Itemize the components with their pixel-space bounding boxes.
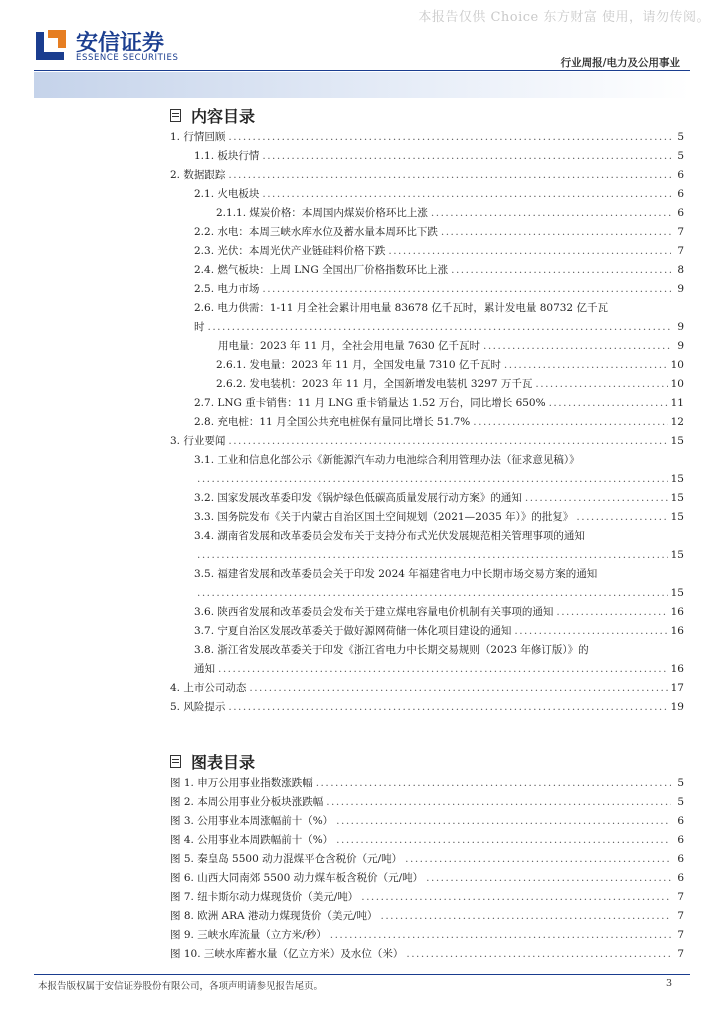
toc-page-number: 6: [677, 853, 684, 865]
brand-name-en: ESSENCE SECURITIES: [76, 53, 179, 63]
toc-page-number: 6: [677, 169, 684, 181]
toc-entry[interactable]: [170, 185, 684, 204]
toc-entry-text: 4. 上市公司动态: [170, 682, 247, 694]
toc-leader-dots: [406, 945, 671, 964]
toc-entry[interactable]: [170, 926, 684, 945]
toc-leader-dots: [426, 869, 671, 888]
toc-leader-dots: [535, 375, 667, 394]
toc-entry[interactable]: [170, 774, 684, 793]
toc-entry[interactable]: [170, 679, 684, 698]
toc-entry-text: 2.6.2. 发电装机：2023 年 11 月，全国新增发电装机 3297 万千瓦: [216, 378, 533, 390]
toc-entry[interactable]: [170, 584, 684, 603]
toc-leader-dots: [431, 204, 671, 223]
figures-heading: [170, 750, 255, 773]
toc-entry-text: 1.1. 板块行情: [194, 150, 260, 162]
toc-entry[interactable]: [170, 698, 684, 717]
toc-entry-text: 2.7. LNG 重卡销售：11 月 LNG 重卡销量达 1.52 万台，同比增长 650%: [194, 397, 546, 409]
toc-leader-dots: [262, 147, 671, 166]
toc-entry[interactable]: [170, 470, 684, 489]
document-icon: [170, 109, 181, 122]
toc-entry-text: 3.5. 福建省发展和改革委员会关于印发 2024 年福建省电力中长期市场交易方案的通知: [194, 568, 598, 580]
figures-list: [170, 774, 684, 964]
toc-page-number: 7: [677, 226, 684, 238]
toc-entry[interactable]: [170, 850, 684, 869]
toc-page-number: 10: [670, 378, 684, 390]
header-band: [34, 72, 690, 98]
toc-page-number: 7: [677, 910, 684, 922]
toc-entry-text: 图 1. 申万公用事业指数涨跌幅: [170, 777, 313, 789]
toc-entry[interactable]: [170, 660, 684, 679]
toc-entry-text: 5. 风险提示: [170, 701, 226, 713]
toc-entry-text: 3. 行业要闻: [170, 435, 226, 447]
toc-leader-dots: [336, 831, 671, 850]
toc-leader-dots: [316, 774, 671, 793]
toc-page-number: 15: [670, 511, 684, 523]
toc-leader-dots: [451, 261, 671, 280]
toc-page-number: 12: [670, 416, 684, 428]
toc-leader-dots: [197, 470, 668, 489]
toc-leader-dots: [326, 793, 671, 812]
toc-page-number: 9: [677, 283, 684, 295]
toc-page-number: 5: [677, 131, 684, 143]
toc-page-number: 6: [677, 188, 684, 200]
toc-entry[interactable]: [170, 641, 684, 660]
toc-entry-text: 1. 行情回顾: [170, 131, 226, 143]
toc-entry-text: 2.8. 充电桩：11 月全国公共充电桩保有量同比增长 51.7%: [194, 416, 471, 428]
toc-entry-text: 图 9. 三峡水库流量（立方米/秒）: [170, 929, 327, 941]
toc-entry-text: 2.4. 燃气板块：上周 LNG 全国出厂价格指数环比上涨: [194, 264, 449, 276]
toc-page-number: 16: [670, 606, 684, 618]
toc-entry-text: 通知: [194, 663, 215, 675]
toc-entry-text: 时: [194, 321, 205, 333]
toc-page-number: 7: [677, 891, 684, 903]
toc-leader-dots: [218, 660, 668, 679]
toc-page-number: 11: [670, 397, 684, 409]
toc-leader-dots: [473, 413, 667, 432]
toc-leader-dots: [262, 280, 671, 299]
toc-page-number: 5: [677, 796, 684, 808]
toc-entry[interactable]: [170, 166, 684, 185]
toc-entry-text: 3.1. 工业和信息化部公示《新能源汽车动力电池综合利用管理办法（征求意见稿）》: [194, 454, 580, 466]
toc-entry[interactable]: [170, 489, 684, 508]
toc-entry[interactable]: [170, 432, 684, 451]
toc-leader-dots: [228, 166, 671, 185]
toc-entry[interactable]: [170, 204, 684, 223]
toc-entry-text: 2.6. 电力供需：1-11 月全社会累计用电量 83678 亿千瓦时，累计发电量 80732 亿千瓦: [194, 302, 608, 314]
toc-page-number: 15: [670, 549, 684, 561]
page-number: 3: [665, 978, 672, 989]
toc-page-number: 5: [677, 150, 684, 162]
toc-leader-dots: [228, 128, 671, 147]
footer-divider: [34, 974, 690, 975]
toc-leader-dots: [249, 679, 667, 698]
toc-page-number: 16: [670, 625, 684, 637]
toc-page-number: 15: [670, 435, 684, 447]
document-icon: [170, 755, 181, 768]
toc-page-number: 9: [677, 321, 684, 333]
toc-entry[interactable]: [170, 565, 684, 584]
toc-leader-dots: [576, 508, 667, 527]
toc-page-number: 6: [677, 207, 684, 219]
toc-page-number: 10: [670, 359, 684, 371]
toc-page-number: 6: [677, 834, 684, 846]
toc-entry-text: 图 7. 纽卡斯尔动力煤现货价（美元/吨）: [170, 891, 359, 903]
toc-entry-text: 图 2. 本周公用事业分板块涨跌幅: [170, 796, 324, 808]
toc-entry[interactable]: [170, 223, 684, 242]
toc-entry-text: 3.8. 浙江省发展改革委关于印发《浙江省电力中长期交易规则（2023 年修订版）》的: [194, 644, 589, 656]
toc-leader-dots: [388, 242, 671, 261]
contents-list: [170, 128, 684, 717]
toc-page-number: 9: [677, 340, 684, 352]
toc-entry[interactable]: [170, 242, 684, 261]
report-category: 行业周报/电力及公用事业: [560, 57, 680, 69]
toc-leader-dots: [361, 888, 671, 907]
toc-leader-dots: [525, 489, 668, 508]
toc-entry[interactable]: [170, 831, 684, 850]
toc-entry[interactable]: [170, 413, 684, 432]
toc-entry[interactable]: [170, 261, 684, 280]
toc-page-number: 5: [677, 777, 684, 789]
toc-leader-dots: [380, 907, 671, 926]
toc-entry[interactable]: [170, 280, 684, 299]
header-divider: [34, 70, 690, 71]
toc-page-number: 19: [670, 701, 684, 713]
toc-entry[interactable]: [170, 622, 684, 641]
brand-logo-icon: [34, 28, 68, 62]
toc-entry-text: 图 10. 三峡水库蓄水量（亿立方米）及水位（米）: [170, 948, 404, 960]
brand-name-cn: 安信证券: [76, 31, 165, 56]
toc-entry-text: 2.2. 水电：本周三峡水库水位及蓄水量本周环比下跌: [194, 226, 438, 238]
footer-disclaimer: 本报告版权属于安信证券股份有限公司，各项声明请参见报告尾页。: [38, 981, 324, 992]
watermark: 本报告仅供 Choice 东方财富 使用，请勿传阅。: [418, 10, 710, 25]
toc-leader-dots: [197, 546, 668, 565]
toc-page-number: 15: [670, 473, 684, 485]
toc-leader-dots: [483, 337, 671, 356]
toc-entry-text: 3.2. 国家发展改革委印发《锅炉绿色低碳高质量发展行动方案》的通知: [194, 492, 522, 504]
toc-entry-text: 3.4. 湖南省发展和改革委员会发布关于支持分布式光伏发展规范相关管理事项的通知: [194, 530, 585, 542]
toc-entry[interactable]: [170, 375, 684, 394]
toc-entry-text: 用电量：2023 年 11 月，全社会用电量 7630 亿千瓦时: [218, 340, 480, 352]
toc-entry-text: 2.3. 光伏：本周光伏产业链硅料价格下跌: [194, 245, 386, 257]
toc-page-number: 7: [677, 948, 684, 960]
toc-entry[interactable]: [170, 603, 684, 622]
toc-entry-text: 3.6. 陕西省发展和改革委员会发布关于建立煤电容量电价机制有关事项的通知: [194, 606, 554, 618]
figures-title: 图表目录: [191, 753, 256, 772]
toc-leader-dots: [330, 926, 671, 945]
toc-entry-text: 2.1.1. 煤炭价格：本周国内煤炭价格环比上涨: [216, 207, 428, 219]
toc-leader-dots: [228, 698, 667, 717]
toc-leader-dots: [556, 603, 667, 622]
toc-page-number: 8: [677, 264, 684, 276]
toc-entry-text: 2.5. 电力市场: [194, 283, 260, 295]
toc-leader-dots: [208, 318, 672, 337]
toc-leader-dots: [197, 584, 668, 603]
toc-leader-dots: [514, 622, 667, 641]
toc-entry-text: 图 3. 公用事业本周涨幅前十（%）: [170, 815, 334, 827]
toc-entry-text: 图 8. 欧洲 ARA 港动力煤现货价（美元/吨）: [170, 910, 378, 922]
toc-leader-dots: [441, 223, 671, 242]
toc-entry[interactable]: [170, 888, 684, 907]
brand-logo: [34, 26, 184, 66]
toc-entry-text: 3.7. 宁夏自治区发展改革委关于做好源网荷储一体化项目建设的通知: [194, 625, 512, 637]
toc-entry[interactable]: [170, 394, 684, 413]
toc-leader-dots: [262, 185, 671, 204]
toc-entry[interactable]: [170, 869, 684, 888]
toc-page-number: 6: [677, 872, 684, 884]
toc-entry[interactable]: [170, 128, 684, 147]
toc-page-number: 7: [677, 245, 684, 257]
toc-entry[interactable]: [170, 907, 684, 926]
toc-entry[interactable]: [170, 356, 684, 375]
toc-leader-dots: [405, 850, 671, 869]
toc-entry[interactable]: [170, 945, 684, 964]
toc-leader-dots: [504, 356, 668, 375]
toc-entry-text: 图 5. 秦皇岛 5500 动力混煤平仓含税价（元/吨）: [170, 853, 403, 865]
toc-page-number: 6: [677, 815, 684, 827]
toc-entry[interactable]: [170, 793, 684, 812]
toc-leader-dots: [336, 812, 671, 831]
toc-leader-dots: [549, 394, 668, 413]
toc-entry-text: 2.1. 火电板块: [194, 188, 260, 200]
toc-entry[interactable]: [170, 337, 684, 356]
toc-entry[interactable]: [170, 508, 684, 527]
toc-entry-text: 图 4. 公用事业本周跌幅前十（%）: [170, 834, 334, 846]
toc-entry-text: 图 6. 山西大同南郊 5500 动力煤车板含税价（元/吨）: [170, 872, 424, 884]
toc-entry-text: 3.3. 国务院发布《关于内蒙古自治区国土空间规划（2021—2035 年）》的批复》: [194, 511, 574, 523]
contents-heading: [170, 104, 255, 127]
toc-entry[interactable]: [170, 812, 684, 831]
toc-page-number: 7: [677, 929, 684, 941]
toc-entry[interactable]: [170, 147, 684, 166]
toc-leader-dots: [228, 432, 667, 451]
toc-page-number: 15: [670, 587, 684, 599]
toc-entry[interactable]: [170, 451, 684, 470]
toc-entry[interactable]: [170, 299, 684, 318]
contents-title: 内容目录: [191, 107, 256, 126]
toc-page-number: 16: [670, 663, 684, 675]
toc-page-number: 17: [670, 682, 684, 694]
toc-entry[interactable]: [170, 527, 684, 546]
toc-entry-text: 2.6.1. 发电量：2023 年 11 月，全国发电量 7310 亿千瓦时: [216, 359, 501, 371]
toc-entry-text: 2. 数据跟踪: [170, 169, 226, 181]
toc-entry[interactable]: [170, 546, 684, 565]
toc-page-number: 15: [670, 492, 684, 504]
toc-entry[interactable]: [170, 318, 684, 337]
